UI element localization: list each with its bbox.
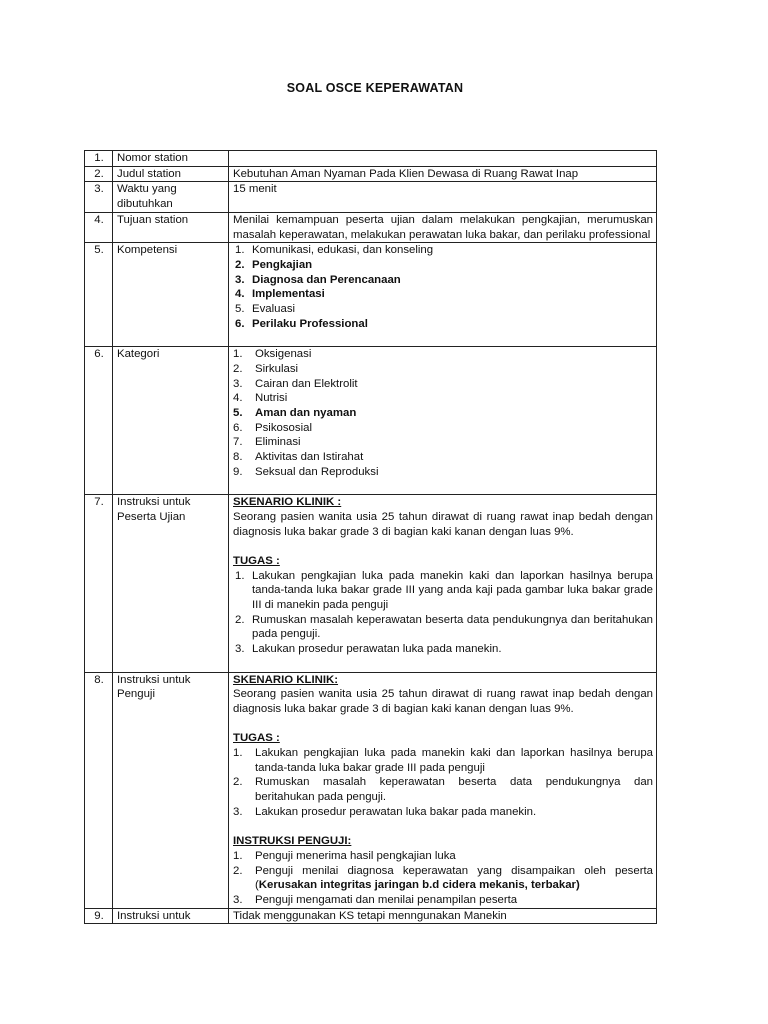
table-row [85,166,657,182]
row-number: 7. [85,495,113,672]
task-heading: TUGAS : [233,732,280,745]
scenario-text: Seorang pasien wanita usia 25 tahun dirawat di ruang rawat inap bedah dengan diagnosis luka bakar grade 3 di bagian kaki kanan dengan luas 9%. [233,510,653,538]
row-label: Instruksi untuk [113,908,229,924]
list-item: 1. Oksigenasi [233,348,312,361]
list-item: 2. Penguji menilai diagnosa keperawatan yang disampaikan oleh peserta (Kerusakan integritas jaringan b.d cidera mekanis, terbakar) [233,864,653,892]
row-number: 8. [85,672,113,908]
competency-list [233,243,653,331]
row-number: 4. [85,212,113,242]
list-item: 3. Diagnosa dan Perencanaan [235,273,401,286]
row-number: 3. [85,182,113,212]
list-item: 8. Aktivitas dan Istirahat [233,451,364,464]
task-list [233,569,653,657]
scenario-heading: SKENARIO KLINIK: [233,673,339,686]
row-content [229,243,657,347]
list-item: 9. Seksual dan Reproduksi [233,465,379,478]
row-label: Judul station [113,166,229,182]
row-label: Nomor station [113,151,229,167]
scenario-text: Seorang pasien wanita usia 25 tahun dirawat di ruang rawat inap bedah dengan diagnosis luka bakar grade 3 di bagian kaki kanan dengan luas 9%. [233,688,653,715]
row-number: 5. [85,243,113,347]
list-item: 4. Implementasi [235,288,325,301]
row-content: Tidak menggunakan KS tetapi menngunakan Manekin [229,908,657,924]
list-item: 3. Cairan dan Elektrolit [233,377,358,390]
diagnosis-bold-text: Kerusakan integritas jaringan b.d cidera mekanis, terbakar) [258,879,580,892]
row-content [229,495,657,672]
category-list [233,347,653,479]
list-item: 1. Komunikasi, edukasi, dan konseling [235,244,434,257]
list-item: 3. Lakukan prosedur perawatan luka pada manekin. [235,643,502,656]
row-content [229,151,657,167]
row-content [229,672,657,908]
list-item: 1. Lakukan pengkajian luka pada manekin kaki dan laporkan hasilnya berupa tanda-tanda luka bakar grade III pada penguji [233,747,653,774]
row-number: 9. [85,908,113,924]
osce-station-table [84,150,657,924]
list-item: 3. Penguji mengamati dan menilai penampilan peserta [233,894,518,907]
list-item: 2. Pengkajian [235,258,313,271]
task-heading: TUGAS : [233,554,280,567]
list-item: 6. Perilaku Professional [235,317,368,330]
row-number: 6. [85,347,113,495]
row-label: Instruksi untuk Penguji [113,672,229,908]
table-row [85,347,657,495]
table-row [85,908,657,924]
row-content: 15 menit [229,182,657,212]
list-item: 5. Evaluasi [235,303,296,316]
examiner-instruction-heading: INSTRUKSI PENGUJI: [233,835,352,848]
row-number: 2. [85,166,113,182]
table-row [85,182,657,212]
row-label: Instruksi untuk Peserta Ujian [113,495,229,672]
table-row [85,495,657,672]
list-item: 2. Rumuskan masalah keperawatan beserta data pendukungnya dan beritahukan pada penguji. [235,613,653,641]
row-content [229,347,657,495]
list-item: 7. Eliminasi [233,436,301,449]
list-item: 2. Rumuskan masalah keperawatan beserta data pendukungnya dan beritahukan pada penguji. [233,776,653,804]
list-item: 5. Aman dan nyaman [233,406,357,419]
row-label: Kompetensi [113,243,229,347]
row-content: Kebutuhan Aman Nyaman Pada Klien Dewasa di Ruang Rawat Inap [229,166,657,182]
row-label: Tujuan station [113,212,229,242]
examiner-instruction-list [233,849,653,908]
row-label: Kategori [113,347,229,495]
page-title: SOAL OSCE KEPERAWATAN [286,81,464,95]
row-number: 1. [85,151,113,167]
row-content: Menilai kemampuan peserta ujian dalam melakukan pengkajian, merumuskan masalah keperawatan, melakukan perawatan luka bakar, dan perilaku professional [229,212,657,242]
list-item: 4. Nutrisi [233,392,288,405]
table-row [85,672,657,908]
list-item: 6. Psikososial [233,421,312,434]
list-item: 2. Sirkulasi [233,362,299,375]
list-item: 1. Penguji menerima hasil pengkajian luka [233,849,456,862]
row-label: Waktu yang dibutuhkan [113,182,229,212]
table-row [85,212,657,242]
table-row [85,243,657,347]
task-list [233,746,653,820]
scenario-heading: SKENARIO KLINIK : [233,496,342,509]
list-item: 3. Lakukan prosedur perawatan luka bakar pada manekin. [233,805,537,818]
table-row [85,151,657,167]
list-item: 1. Lakukan pengkajian luka pada manekin kaki dan laporkan hasilnya berupa tanda-tanda luka bakar grade III yang anda kaji pada gambar luka bakar grade III di manekin pada penguji [235,569,653,612]
